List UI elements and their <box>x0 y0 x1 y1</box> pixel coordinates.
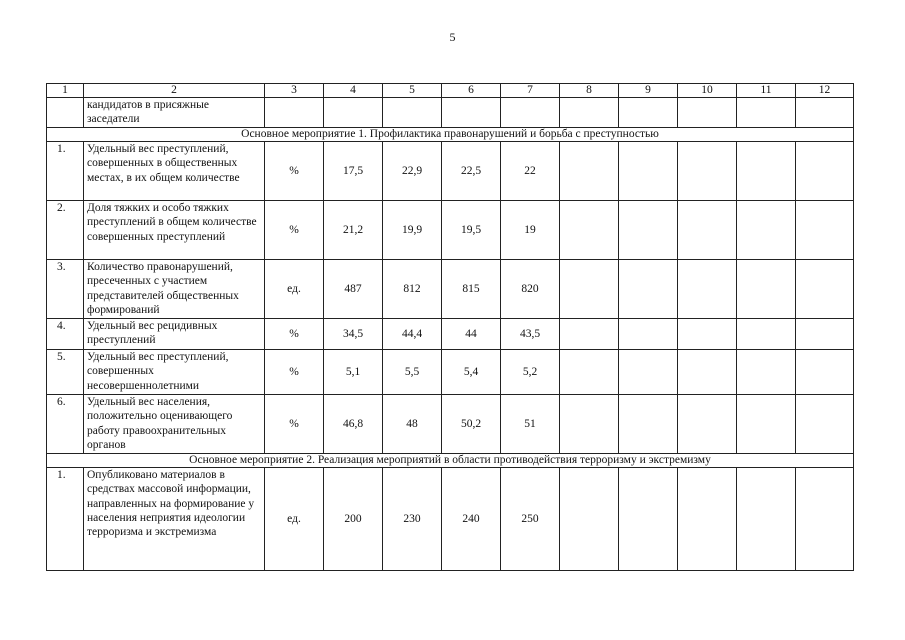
row-number <box>47 98 84 128</box>
value-cell: 5,5 <box>383 349 442 394</box>
value-cell: 51 <box>501 394 560 453</box>
column-header: 5 <box>383 84 442 98</box>
column-header: 4 <box>324 84 383 98</box>
value-cell: 46,8 <box>324 394 383 453</box>
column-header: 11 <box>737 84 796 98</box>
indicators-table <box>46 83 854 571</box>
value-cell: 19,5 <box>442 200 501 259</box>
indicator-description: Доля тяжких и особо тяжких преступлений в общем количестве совершенных преступлений <box>84 200 265 259</box>
unit-cell: ед. <box>265 467 324 570</box>
unit-cell: ед. <box>265 259 324 318</box>
value-cell: 19 <box>501 200 560 259</box>
value-cell: 17,5 <box>324 141 383 200</box>
indicator-description: Удельный вес преступлений, совершенных в общественных местах, в их общем количестве <box>84 141 265 200</box>
value-cell: 250 <box>501 467 560 570</box>
column-header: 6 <box>442 84 501 98</box>
row-number: 1. <box>47 141 84 200</box>
column-header: 1 <box>47 84 84 98</box>
value-cell: 5,4 <box>442 349 501 394</box>
table-row <box>47 467 854 570</box>
table-row <box>47 349 854 394</box>
table-row <box>47 318 854 349</box>
row-number: 4. <box>47 318 84 349</box>
value-cell: 43,5 <box>501 318 560 349</box>
value-cell: 19,9 <box>383 200 442 259</box>
value-cell: 812 <box>383 259 442 318</box>
unit-cell: % <box>265 394 324 453</box>
table-row <box>47 259 854 318</box>
value-cell: 44 <box>442 318 501 349</box>
column-number-header-row <box>47 84 854 98</box>
value-cell: 22 <box>501 141 560 200</box>
section-1-title: Основное мероприятие 1. Профилактика правонарушений и борьба с преступностью <box>47 127 854 141</box>
section-1-header-row <box>47 127 854 141</box>
indicator-description: Количество правонарушений, пресеченных с участием представителей общественных формирований <box>84 259 265 318</box>
indicator-description: Опубликовано материалов в средствах массовой информации, направленных на формирование у населения неприятия идеологии терроризма и экстремизма <box>84 467 265 570</box>
unit-cell: % <box>265 318 324 349</box>
value-cell: 5,2 <box>501 349 560 394</box>
value-cell: 815 <box>442 259 501 318</box>
unit-cell: % <box>265 200 324 259</box>
indicator-description: Удельный вес рецидивных преступлений <box>84 318 265 349</box>
indicator-description: Удельный вес преступлений, совершенных несовершеннолетними <box>84 349 265 394</box>
column-header: 2 <box>84 84 265 98</box>
column-header: 8 <box>560 84 619 98</box>
row-number: 3. <box>47 259 84 318</box>
section-2-header-row <box>47 453 854 467</box>
value-cell: 487 <box>324 259 383 318</box>
column-header: 12 <box>796 84 854 98</box>
value-cell: 44,4 <box>383 318 442 349</box>
value-cell: 820 <box>501 259 560 318</box>
row-number: 1. <box>47 467 84 570</box>
value-cell: 22,9 <box>383 141 442 200</box>
value-cell: 34,5 <box>324 318 383 349</box>
page-number: 5 <box>449 30 456 44</box>
value-cell: 22,5 <box>442 141 501 200</box>
column-header: 3 <box>265 84 324 98</box>
value-cell: 50,2 <box>442 394 501 453</box>
value-cell: 230 <box>383 467 442 570</box>
indicator-description: Удельный вес населения, положительно оценивающего работу правоохранительных органов <box>84 394 265 453</box>
table-row <box>47 141 854 200</box>
column-header: 9 <box>619 84 678 98</box>
value-cell: 48 <box>383 394 442 453</box>
column-header: 10 <box>678 84 737 98</box>
value-cell: 21,2 <box>324 200 383 259</box>
unit-cell: % <box>265 141 324 200</box>
continuation-row <box>47 98 854 128</box>
row-number: 6. <box>47 394 84 453</box>
row-number: 2. <box>47 200 84 259</box>
column-header: 7 <box>501 84 560 98</box>
value-cell: 240 <box>442 467 501 570</box>
section-2-title: Основное мероприятие 2. Реализация мероприятий в области противодействия терроризму и экстремизму <box>47 453 854 467</box>
row-number: 5. <box>47 349 84 394</box>
unit-cell: % <box>265 349 324 394</box>
value-cell: 5,1 <box>324 349 383 394</box>
value-cell: 200 <box>324 467 383 570</box>
table-row <box>47 200 854 259</box>
table-row <box>47 394 854 453</box>
indicator-description: кандидатов в присяжные заседатели <box>84 98 265 128</box>
